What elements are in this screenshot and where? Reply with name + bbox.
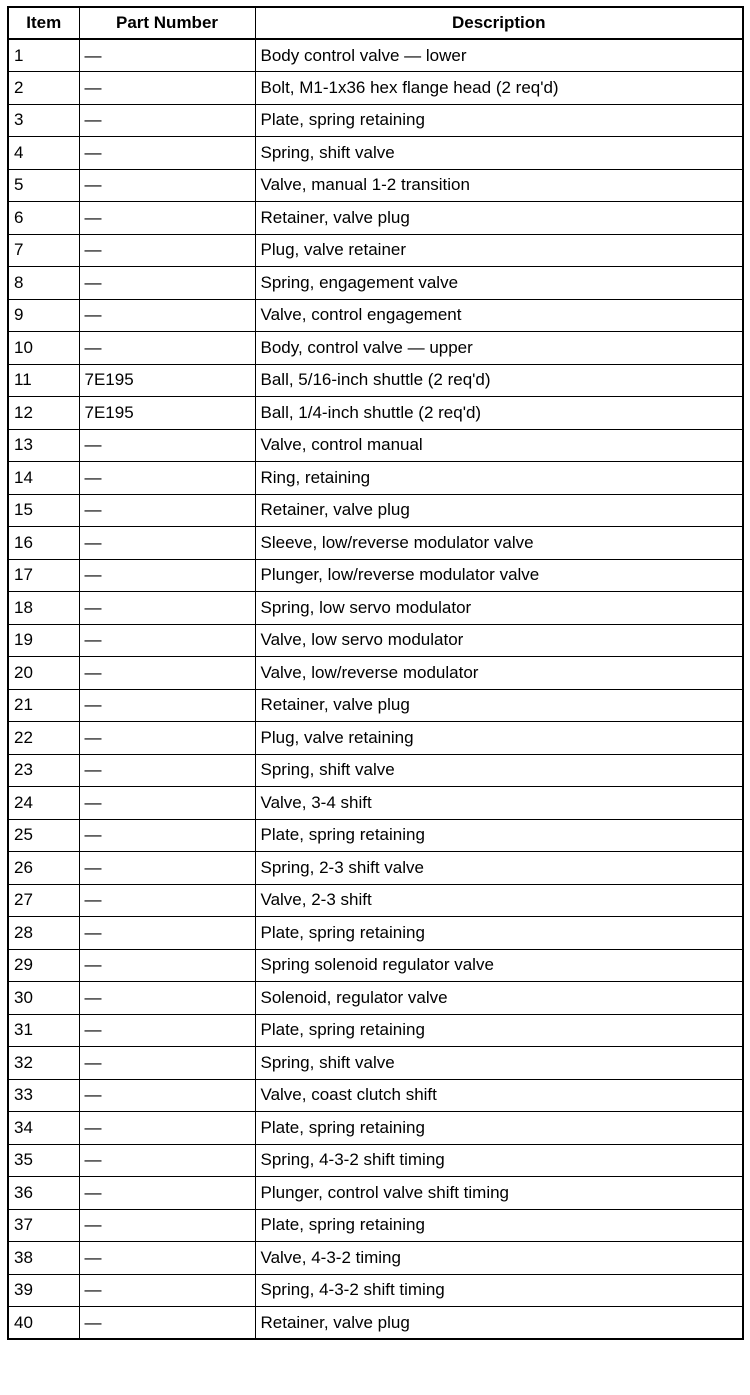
item-cell: 22: [8, 722, 79, 755]
table-row: [8, 852, 743, 885]
part-number-cell: —: [79, 982, 255, 1015]
part-number-cell: —: [79, 1307, 255, 1340]
item-cell: 16: [8, 527, 79, 560]
table-row: [8, 429, 743, 462]
table-row: [8, 559, 743, 592]
table-row: [8, 397, 743, 430]
part-number-cell: —: [79, 267, 255, 300]
item-cell: 12: [8, 397, 79, 430]
table-row: [8, 1144, 743, 1177]
table-row: [8, 72, 743, 105]
table-row: [8, 949, 743, 982]
item-cell: 19: [8, 624, 79, 657]
item-cell: 34: [8, 1112, 79, 1145]
item-cell: 18: [8, 592, 79, 625]
item-cell: 4: [8, 137, 79, 170]
description-cell: Ball, 5/16-inch shuttle (2 req'd): [255, 364, 743, 397]
table-row: [8, 917, 743, 950]
part-number-cell: —: [79, 819, 255, 852]
description-cell: Body, control valve — upper: [255, 332, 743, 365]
table-row: [8, 137, 743, 170]
item-cell: 31: [8, 1014, 79, 1047]
item-cell: 20: [8, 657, 79, 690]
part-number-cell: —: [79, 1177, 255, 1210]
part-number-cell: —: [79, 722, 255, 755]
description-cell: Retainer, valve plug: [255, 202, 743, 235]
description-cell: Plate, spring retaining: [255, 104, 743, 137]
table-row: [8, 982, 743, 1015]
description-cell: Body control valve — lower: [255, 39, 743, 72]
table-row: [8, 462, 743, 495]
item-cell: 6: [8, 202, 79, 235]
part-number-cell: —: [79, 787, 255, 820]
part-number-cell: —: [79, 137, 255, 170]
table-row: [8, 332, 743, 365]
item-cell: 40: [8, 1307, 79, 1340]
description-cell: Spring, shift valve: [255, 754, 743, 787]
table-row: [8, 722, 743, 755]
description-cell: Valve, control manual: [255, 429, 743, 462]
header-part-number: Part Number: [79, 7, 255, 39]
description-cell: Bolt, M1-1x36 hex flange head (2 req'd): [255, 72, 743, 105]
table-row: [8, 884, 743, 917]
header-item: Item: [8, 7, 79, 39]
table-row: [8, 592, 743, 625]
description-cell: Plate, spring retaining: [255, 1209, 743, 1242]
part-number-cell: —: [79, 1079, 255, 1112]
description-cell: Solenoid, regulator valve: [255, 982, 743, 1015]
description-cell: Spring, engagement valve: [255, 267, 743, 300]
table-row: [8, 624, 743, 657]
item-cell: 37: [8, 1209, 79, 1242]
description-cell: Ball, 1/4-inch shuttle (2 req'd): [255, 397, 743, 430]
item-cell: 3: [8, 104, 79, 137]
table-row: [8, 1307, 743, 1340]
description-cell: Retainer, valve plug: [255, 1307, 743, 1340]
table-row: [8, 169, 743, 202]
part-number-cell: —: [79, 39, 255, 72]
item-cell: 26: [8, 852, 79, 885]
description-cell: Plug, valve retainer: [255, 234, 743, 267]
item-cell: 27: [8, 884, 79, 917]
part-number-cell: —: [79, 1144, 255, 1177]
table-row: [8, 527, 743, 560]
part-number-cell: —: [79, 332, 255, 365]
part-number-cell: —: [79, 429, 255, 462]
description-cell: Plunger, low/reverse modulator valve: [255, 559, 743, 592]
description-cell: Spring, shift valve: [255, 137, 743, 170]
item-cell: 28: [8, 917, 79, 950]
description-cell: Spring, 4-3-2 shift timing: [255, 1144, 743, 1177]
part-number-cell: —: [79, 624, 255, 657]
part-number-cell: —: [79, 949, 255, 982]
part-number-cell: 7E195: [79, 397, 255, 430]
part-number-cell: —: [79, 202, 255, 235]
part-number-cell: —: [79, 1112, 255, 1145]
description-cell: Spring, 4-3-2 shift timing: [255, 1274, 743, 1307]
part-number-cell: —: [79, 559, 255, 592]
item-cell: 24: [8, 787, 79, 820]
part-number-cell: —: [79, 754, 255, 787]
description-cell: Valve, low/reverse modulator: [255, 657, 743, 690]
part-number-cell: —: [79, 527, 255, 560]
item-cell: 11: [8, 364, 79, 397]
item-cell: 33: [8, 1079, 79, 1112]
table-header: [8, 7, 743, 39]
table-row: [8, 234, 743, 267]
description-cell: Plate, spring retaining: [255, 819, 743, 852]
description-cell: Plate, spring retaining: [255, 917, 743, 950]
description-cell: Valve, coast clutch shift: [255, 1079, 743, 1112]
part-number-cell: —: [79, 169, 255, 202]
part-number-cell: —: [79, 1209, 255, 1242]
table-row: [8, 267, 743, 300]
header-row: [8, 7, 743, 39]
item-cell: 14: [8, 462, 79, 495]
item-cell: 15: [8, 494, 79, 527]
table-row: [8, 819, 743, 852]
description-cell: Valve, low servo modulator: [255, 624, 743, 657]
table-row: [8, 364, 743, 397]
item-cell: 1: [8, 39, 79, 72]
table-row: [8, 1177, 743, 1210]
table-row: [8, 1047, 743, 1080]
part-number-cell: —: [79, 494, 255, 527]
description-cell: Valve, 3-4 shift: [255, 787, 743, 820]
item-cell: 32: [8, 1047, 79, 1080]
parts-table: [7, 6, 744, 1340]
part-number-cell: —: [79, 917, 255, 950]
part-number-cell: —: [79, 884, 255, 917]
description-cell: Retainer, valve plug: [255, 494, 743, 527]
part-number-cell: —: [79, 234, 255, 267]
item-cell: 17: [8, 559, 79, 592]
item-cell: 38: [8, 1242, 79, 1275]
table-row: [8, 1209, 743, 1242]
item-cell: 29: [8, 949, 79, 982]
description-cell: Retainer, valve plug: [255, 689, 743, 722]
table-row: [8, 1242, 743, 1275]
table-body: [8, 39, 743, 1339]
item-cell: 23: [8, 754, 79, 787]
description-cell: Valve, control engagement: [255, 299, 743, 332]
table-row: [8, 689, 743, 722]
table-row: [8, 494, 743, 527]
item-cell: 30: [8, 982, 79, 1015]
table-row: [8, 104, 743, 137]
item-cell: 25: [8, 819, 79, 852]
part-number-cell: —: [79, 592, 255, 625]
part-number-cell: —: [79, 299, 255, 332]
item-cell: 36: [8, 1177, 79, 1210]
description-cell: Spring, 2-3 shift valve: [255, 852, 743, 885]
description-cell: Spring, shift valve: [255, 1047, 743, 1080]
description-cell: Spring solenoid regulator valve: [255, 949, 743, 982]
header-description: Description: [255, 7, 743, 39]
table-row: [8, 657, 743, 690]
item-cell: 9: [8, 299, 79, 332]
item-cell: 10: [8, 332, 79, 365]
item-cell: 21: [8, 689, 79, 722]
item-cell: 35: [8, 1144, 79, 1177]
part-number-cell: —: [79, 852, 255, 885]
part-number-cell: —: [79, 462, 255, 495]
description-cell: Valve, 4-3-2 timing: [255, 1242, 743, 1275]
part-number-cell: —: [79, 657, 255, 690]
description-cell: Ring, retaining: [255, 462, 743, 495]
part-number-cell: —: [79, 1047, 255, 1080]
description-cell: Valve, 2-3 shift: [255, 884, 743, 917]
table-row: [8, 1274, 743, 1307]
part-number-cell: —: [79, 1274, 255, 1307]
item-cell: 2: [8, 72, 79, 105]
part-number-cell: —: [79, 1014, 255, 1047]
part-number-cell: —: [79, 689, 255, 722]
description-cell: Sleeve, low/reverse modulator valve: [255, 527, 743, 560]
table-row: [8, 787, 743, 820]
description-cell: Spring, low servo modulator: [255, 592, 743, 625]
table-row: [8, 1112, 743, 1145]
description-cell: Plate, spring retaining: [255, 1014, 743, 1047]
part-number-cell: —: [79, 72, 255, 105]
table-row: [8, 202, 743, 235]
description-cell: Plug, valve retaining: [255, 722, 743, 755]
description-cell: Plate, spring retaining: [255, 1112, 743, 1145]
table-row: [8, 299, 743, 332]
item-cell: 8: [8, 267, 79, 300]
table-row: [8, 1079, 743, 1112]
description-cell: Plunger, control valve shift timing: [255, 1177, 743, 1210]
part-number-cell: —: [79, 104, 255, 137]
table-row: [8, 39, 743, 72]
part-number-cell: —: [79, 1242, 255, 1275]
description-cell: Valve, manual 1-2 transition: [255, 169, 743, 202]
item-cell: 13: [8, 429, 79, 462]
part-number-cell: 7E195: [79, 364, 255, 397]
table-row: [8, 754, 743, 787]
table-row: [8, 1014, 743, 1047]
item-cell: 5: [8, 169, 79, 202]
item-cell: 39: [8, 1274, 79, 1307]
item-cell: 7: [8, 234, 79, 267]
